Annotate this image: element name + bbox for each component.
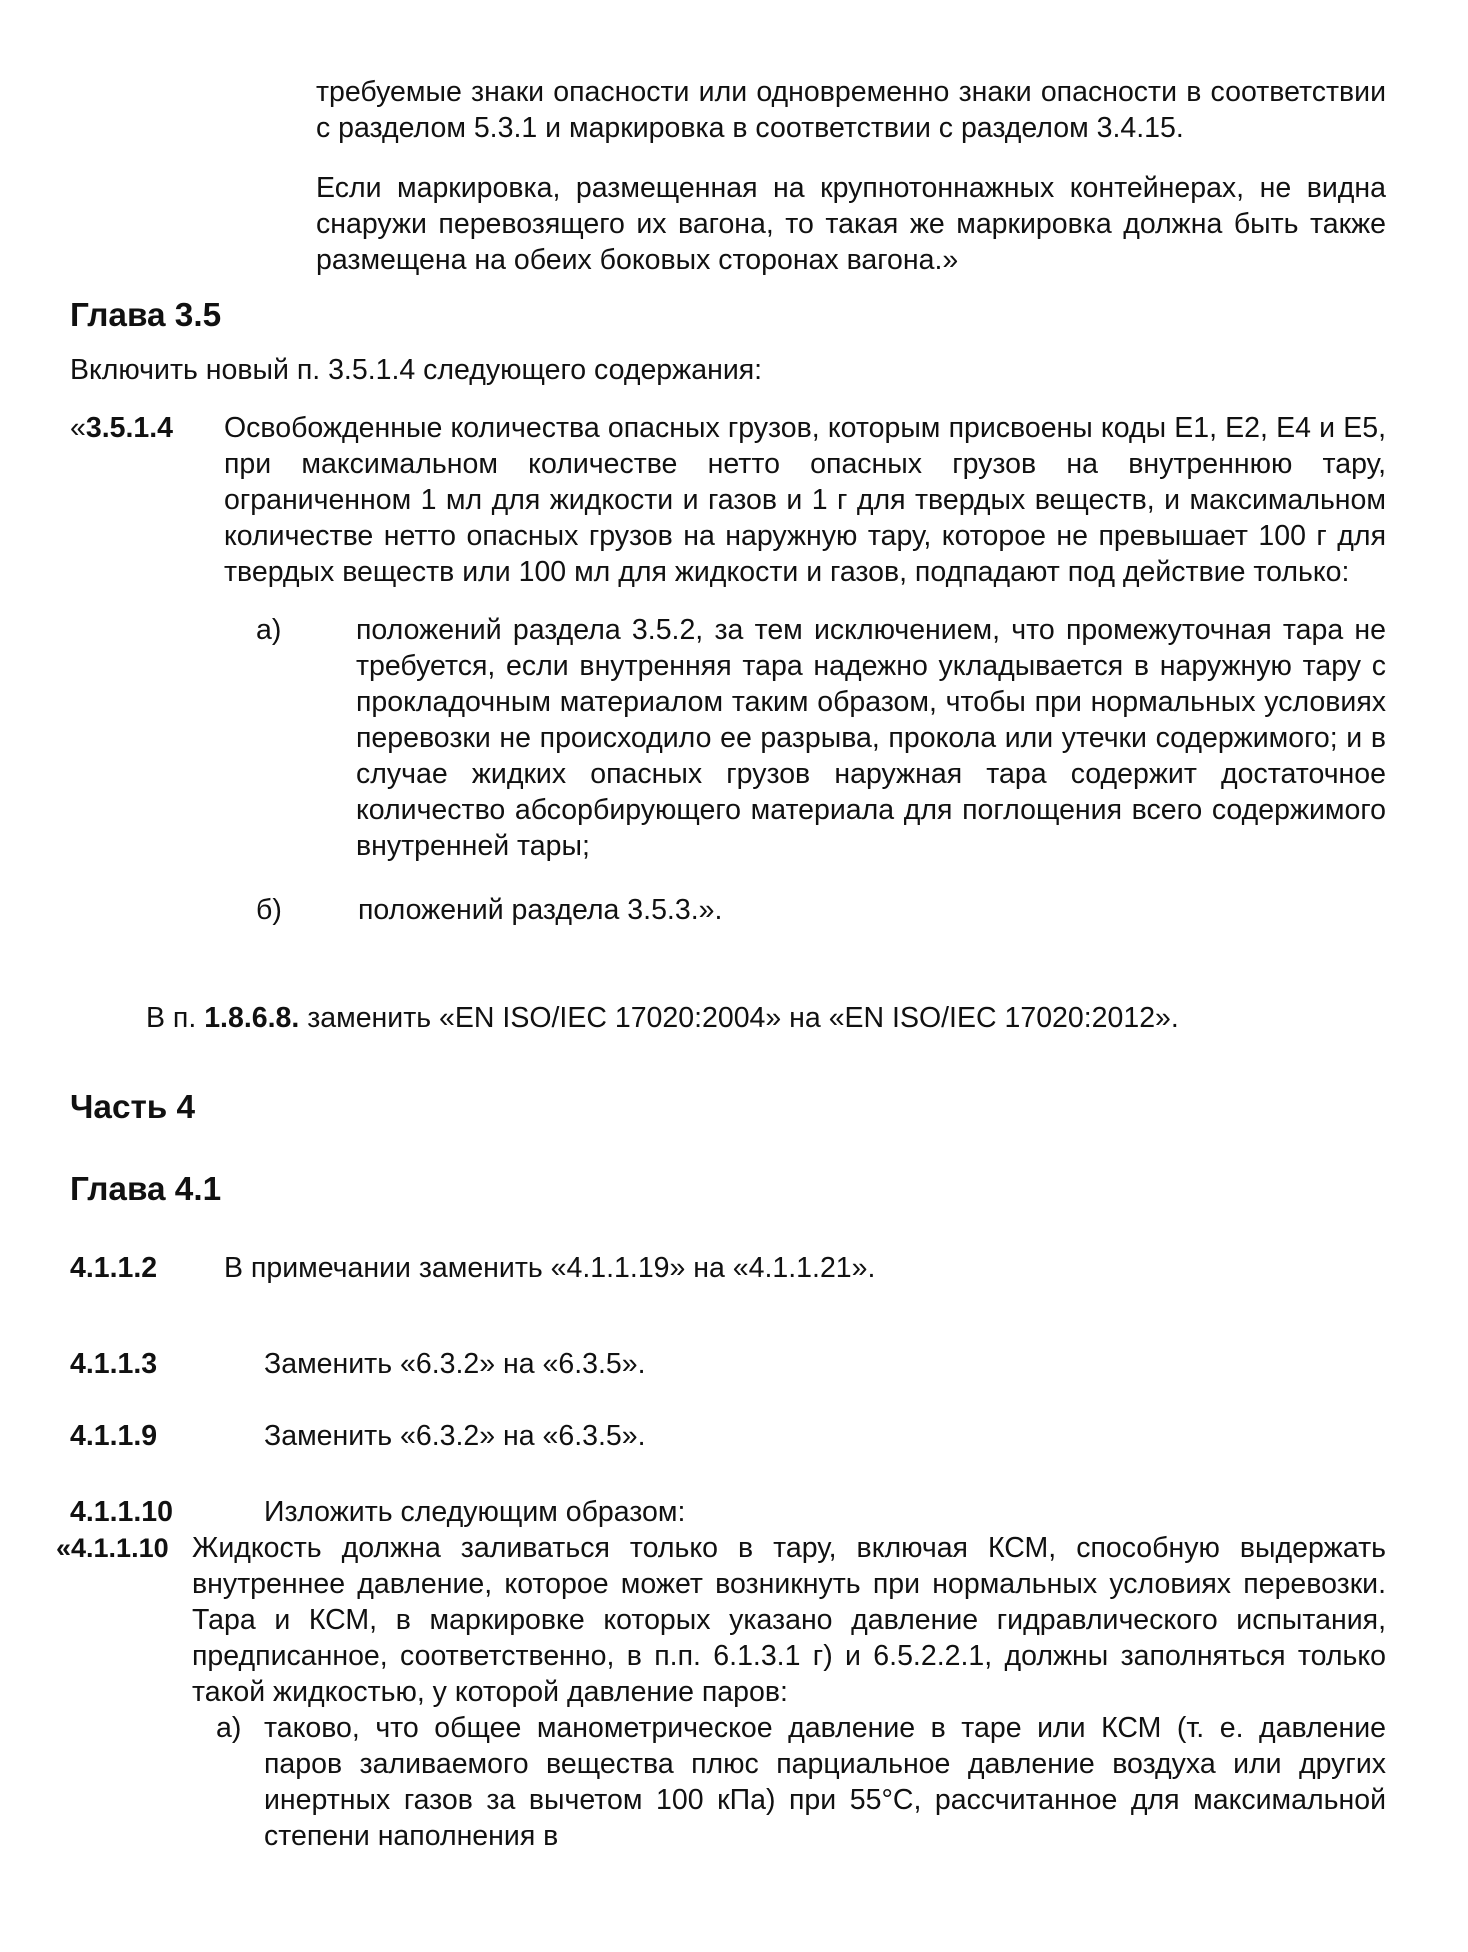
prefix-text: В п. [146,1002,205,1034]
entry-4-1-1-3-text: Заменить «6.3.2» на «6.3.5». [264,1348,646,1380]
entry-4-1-1-9-number: 4.1.1.9 [70,1420,158,1452]
entry-4-1-1-10-number: 4.1.1.10 [70,1496,174,1528]
chapter-3-5-heading: Глава 3.5 [70,297,222,334]
replacement-text: заменить «EN ISO/IEC 17020:2004» на «EN ISO/IEC 17020:2012». [299,1002,1179,1034]
chapter-4-1-heading: Глава 4.1 [70,1171,222,1208]
section-1-8-6-8 [146,1000,1179,1036]
item-a-label: а) [256,614,282,646]
item-a-text-4-1-1-10: таково, что общее манометрическое давление в таре или КСМ (т. е. давление паров заливаемого вещества плюс парциальное давление воздуха или других инертных газов за вычетом 100 кПа) при 55°С, рассчитанное для максимальной степени наполнения в [264,1712,1386,1852]
item-a-text: положений раздела 3.5.2, за тем исключением, что промежуточная тара не требуется, если внутренняя тара надежно укладывается в наружную тару с прокладочным материалом таким образом, чтобы при нормальных условиях перевозки не происходило ее разрыва, прокола или утечки содержимого; и в случае жидких опасных грузов наружная тара содержит достаточное количество абсорбирующего материала для поглощения всего содержимого внутренней тары; [356,614,1386,862]
section-number: 3.5.1.4 [85,412,174,444]
entry-4-1-1-9-text: Заменить «6.3.2» на «6.3.5». [264,1420,646,1452]
chapter-3-5-instruction: Включить новый п. 3.5.1.4 следующего содержания: [70,354,763,386]
section-number: 1.8.6.8. [204,1002,300,1034]
section-4-1-1-10-number: «4.1.1.10 [56,1533,169,1563]
item-b-text: положений раздела 3.5.3.». [358,894,723,926]
item-a-label-4-1-1-10: а) [216,1712,242,1744]
section-4-1-1-10-text: Жидкость должна заливаться только в тару, включая КСМ, способную выдержать внутреннее давление, которое может возникнуть при нормальных условиях перевозки. Тара и КСМ, в маркировке которых указано давление гидравлического испытания, предписанное, соответственно, в п.п. 6.1.3.1 г) и 6.5.2.2.1, должны заполняться только такой жидкостью, у которой давление паров: [192,1532,1386,1708]
item-b-label: б) [256,894,282,926]
section-3-5-1-4-number [70,410,173,446]
open-quote: « [70,412,86,444]
entry-4-1-1-10-text: Изложить следующим образом: [264,1496,686,1528]
intro-paragraph-1: требуемые знаки опасности или одновременно знаки опасности в соответствии с разделом 5.3.1 и маркировка в соответствии с разделом 3.4.15. [316,76,1386,144]
part-4-heading: Часть 4 [70,1089,196,1126]
section-3-5-1-4-text: Освобожденные количества опасных грузов, которым присвоены коды E1, E2, E4 и E5, при максимальном количестве нетто опасных грузов на внутреннюю тару, ограниченном 1 мл для жидкости и газов и 1 г для твердых веществ, и максимальном количестве нетто опасных грузов на наружную тару, которое не превышает 100 г для твердых веществ или 100 мл для жидкости и газов, подпадают под действие только: [224,412,1386,588]
entry-4-1-1-2-text: В примечании заменить «4.1.1.19» на «4.1.1.21». [224,1252,876,1284]
entry-4-1-1-2-number: 4.1.1.2 [70,1252,158,1284]
entry-4-1-1-3-number: 4.1.1.3 [70,1348,158,1380]
intro-paragraph-2: Если маркировка, размещенная на крупнотоннажных контейнерах, не видна снаружи перевозящего их вагона, то такая же маркировка должна быть также размещена на обеих боковых сторонах вагона.» [316,172,1386,276]
